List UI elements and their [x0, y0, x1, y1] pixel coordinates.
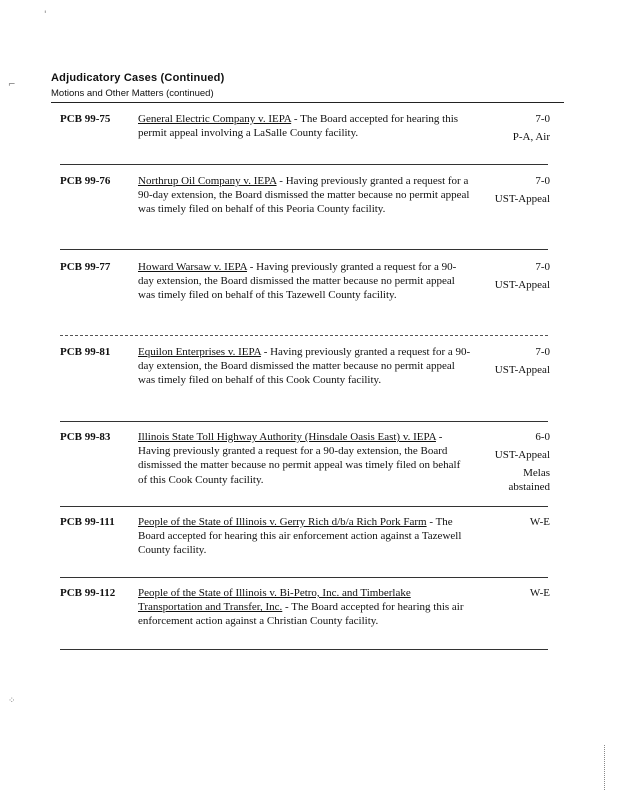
section-title: Adjudicatory Cases (Continued)	[51, 72, 225, 84]
case-vote	[460, 260, 550, 292]
case-title: General Electric Company v. IEPA	[138, 113, 292, 125]
case-description	[138, 586, 472, 629]
case-vote	[460, 430, 550, 494]
scan-speck: ⁘	[8, 696, 16, 706]
case-text: - The Board accepted for hearing this air enforcement action against a Tazewell County facility.	[138, 516, 462, 557]
header-rule	[51, 102, 564, 103]
case-vote	[460, 515, 550, 529]
case-type: P-A, Air	[512, 131, 550, 144]
case-separator	[60, 335, 548, 336]
case-title: Illinois State Toll Highway Authority (Hinsdale Oasis East) v. IEPA	[138, 431, 436, 443]
case-separator	[60, 421, 548, 422]
case-separator	[60, 164, 548, 165]
case-text: - The Board accepted for hearing this air enforcement action against a Christian County facility.	[138, 601, 464, 628]
vote-count: W-E	[529, 587, 550, 599]
vote-count: 7-0	[535, 113, 550, 125]
vote-count: 7-0	[535, 175, 550, 187]
case-title: People of the State of Illinois v. Bi-Petro, Inc. and Timberlake Transportation and Transfer, Inc.	[138, 587, 411, 614]
case-number: PCB 99-75	[60, 113, 111, 125]
case-vote	[460, 586, 550, 600]
case-vote	[460, 345, 550, 377]
case-number: PCB 99-81	[60, 346, 111, 358]
scan-speck: ⌐	[8, 80, 16, 90]
case-number: PCB 99-111	[60, 516, 115, 528]
case-text: - Having previously granted a request for a 90-day extension, the Board dismissed the matter because no permit appeal was timely filed on behalf of this Cook County facility.	[138, 431, 461, 486]
case-separator	[60, 577, 548, 578]
case-type: UST-Appeal	[494, 279, 550, 292]
vote-count: 6-0	[535, 431, 550, 443]
case-vote	[460, 174, 550, 206]
case-separator	[60, 649, 548, 650]
case-vote	[460, 112, 550, 144]
case-number: PCB 99-77	[60, 261, 111, 273]
case-number: PCB 99-112	[60, 587, 116, 599]
case-title: People of the State of Illinois v. Gerry Rich d/b/a Rich Pork Farm	[138, 516, 427, 528]
case-description	[138, 174, 472, 217]
case-type: UST-Appeal	[494, 193, 550, 206]
scan-edge-marks	[604, 745, 607, 790]
case-text: - Having previously granted a request for a 90-day extension, the Board dismissed the matter because no permit appeal was timely filed on behalf of this Peoria County facility.	[138, 175, 470, 216]
vote-count: W-E	[529, 516, 550, 528]
case-text: - Having previously granted a request for a 90-day extension, the Board dismissed the matter because no permit appeal was timely filed on behalf of this Tazewell County facility.	[138, 261, 457, 302]
vote-count: 7-0	[535, 346, 550, 358]
case-text: - The Board accepted for hearing this permit appeal involving a LaSalle County facility.	[138, 113, 459, 140]
vote-count: 7-0	[535, 261, 550, 273]
case-type: UST-Appeal	[494, 364, 550, 377]
case-type: UST-Appeal	[494, 449, 550, 462]
case-title: Equilon Enterprises v. IEPA	[138, 346, 261, 358]
case-number: PCB 99-83	[60, 431, 111, 443]
case-description	[138, 515, 472, 558]
case-description	[138, 345, 472, 388]
case-text: - Having previously granted a request for a 90-day extension, the Board dismissed the matter because no permit appeal was timely filed on behalf of this Cook County facility.	[138, 346, 471, 387]
case-description	[138, 260, 472, 303]
case-description	[138, 112, 472, 140]
section-subtitle: Motions and Other Matters (continued)	[51, 88, 214, 99]
case-description	[138, 430, 472, 487]
case-separator	[60, 506, 548, 507]
case-note: Melas abstained	[508, 467, 550, 494]
case-number: PCB 99-76	[60, 175, 111, 187]
case-separator	[60, 249, 548, 250]
case-title: Howard Warsaw v. IEPA	[138, 261, 248, 273]
case-title: Northrup Oil Company v. IEPA	[138, 175, 277, 187]
scan-speck: '	[44, 10, 47, 20]
